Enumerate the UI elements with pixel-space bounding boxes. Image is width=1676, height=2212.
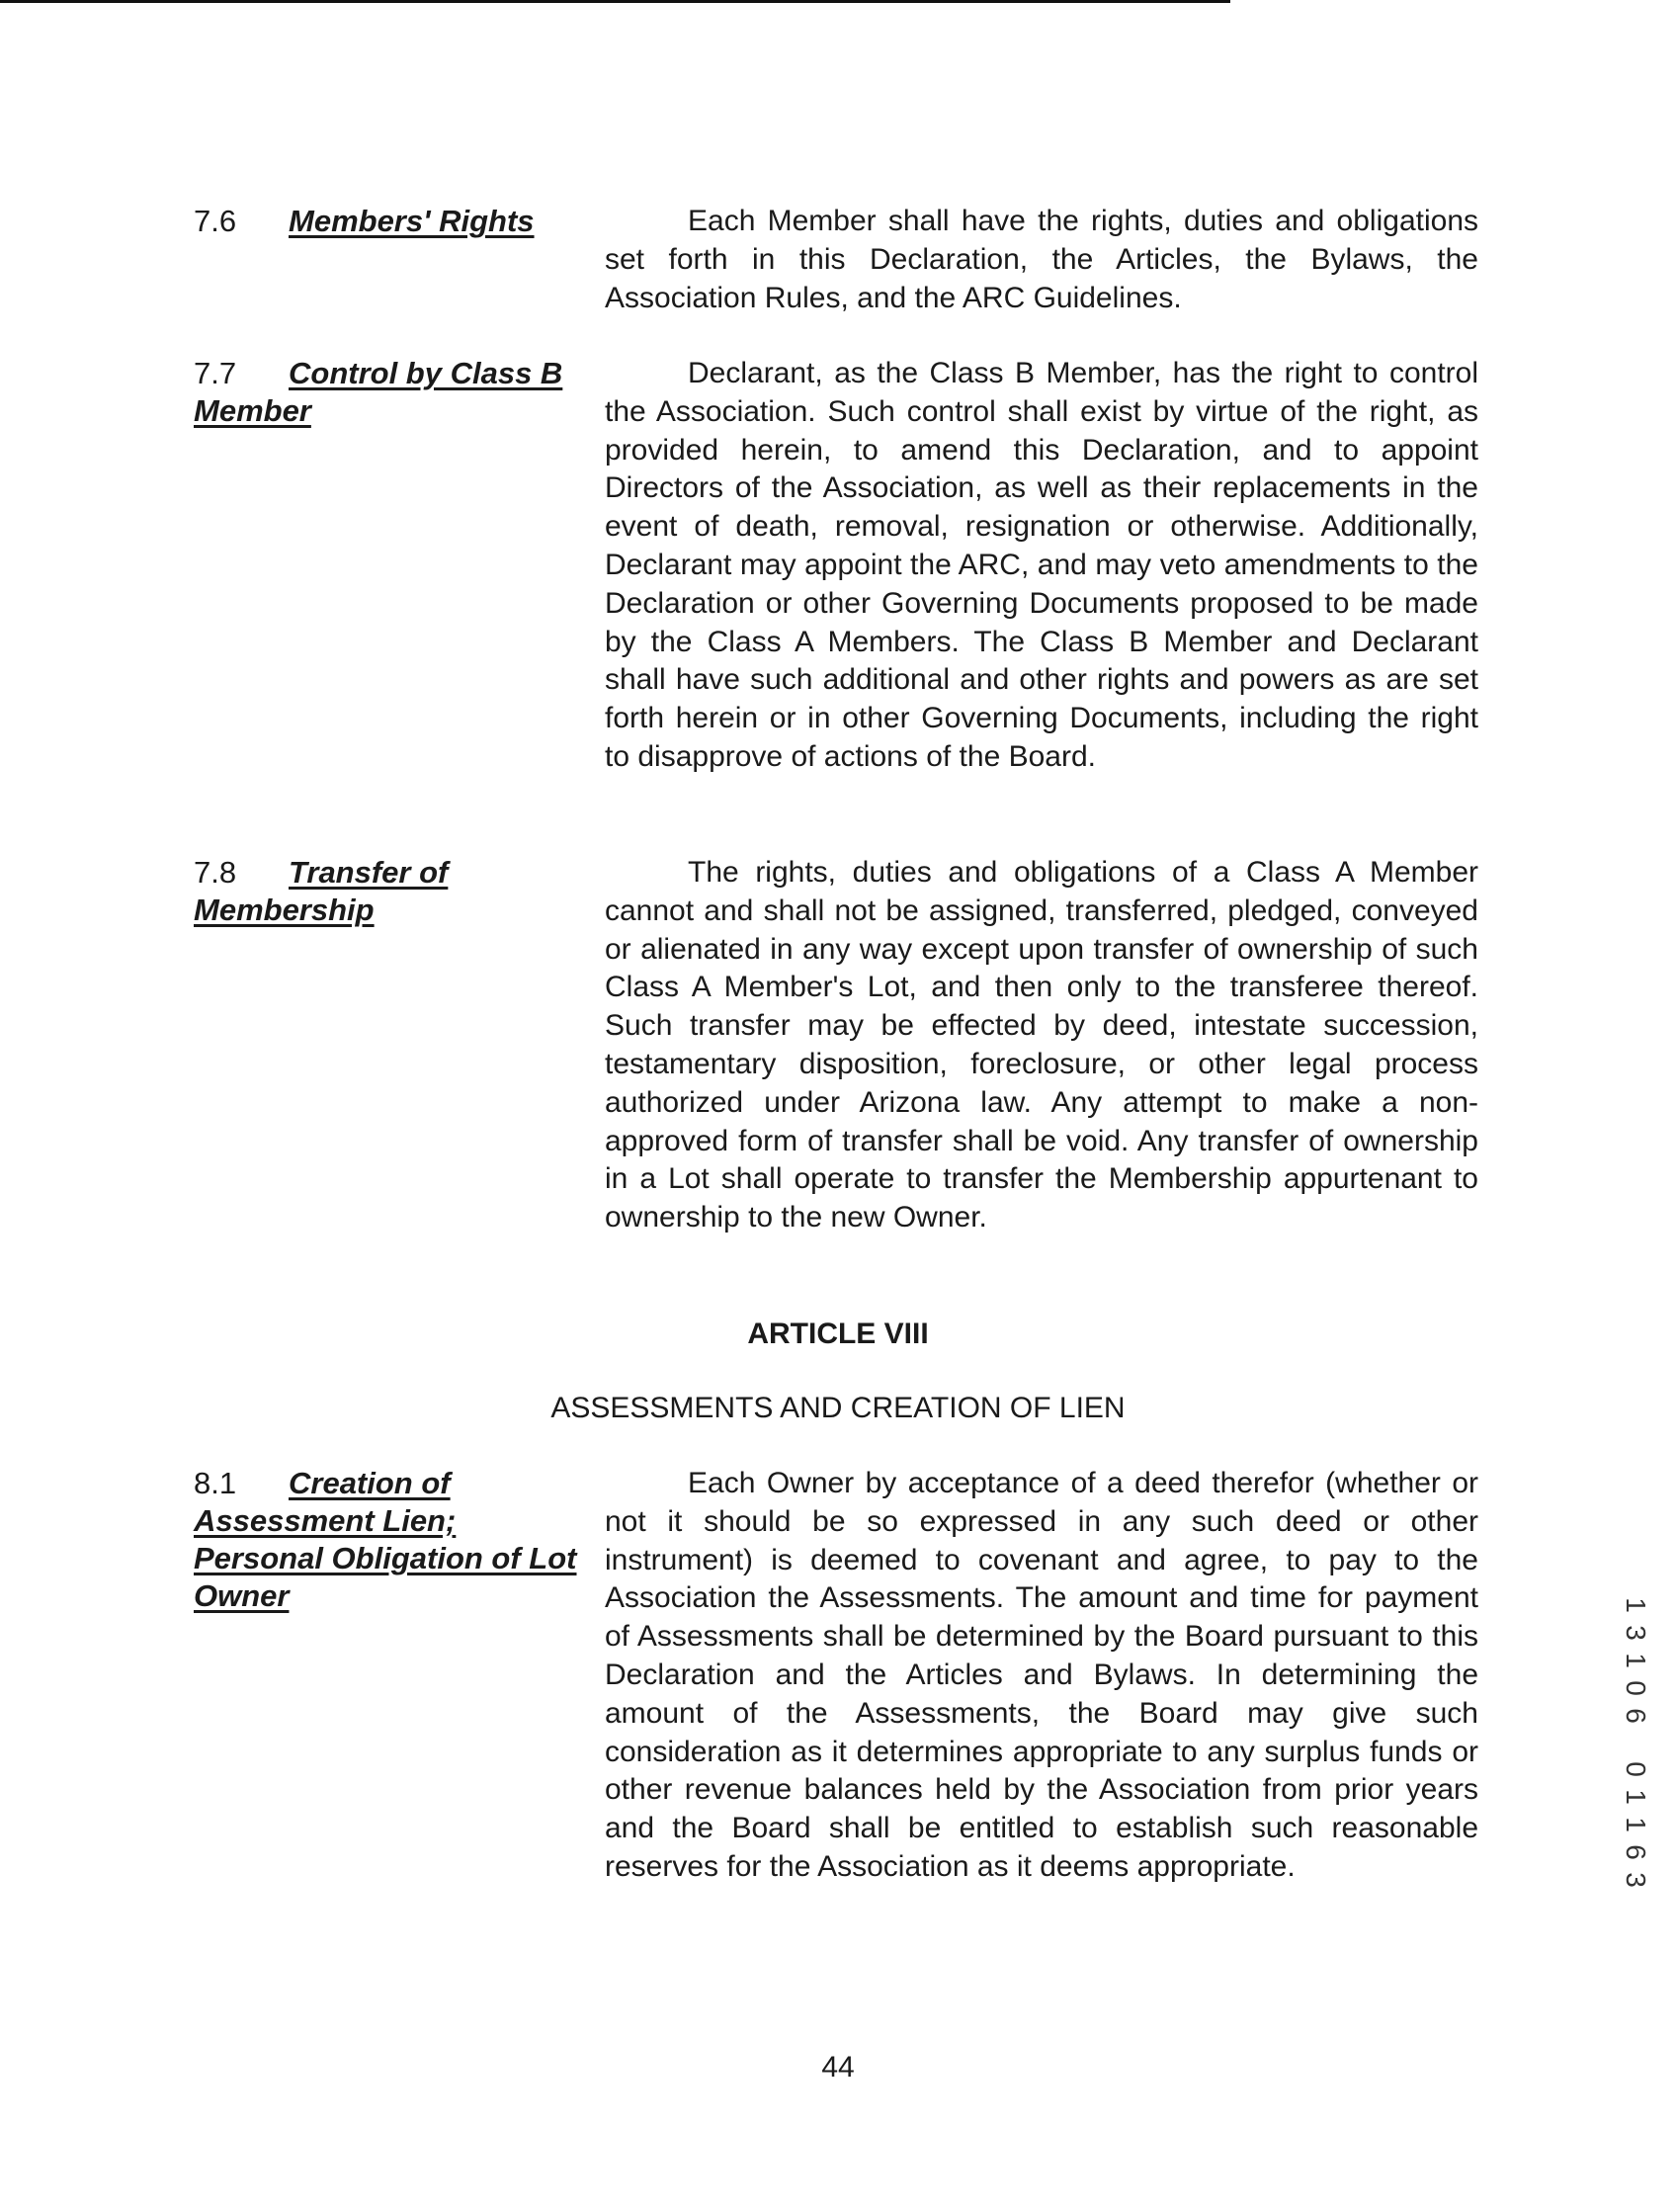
section-body: The rights, duties and obligations of a Class A Member cannot and shall not be assigned, transferred, pledged, conveyed or alienated in any way except upon transfer of ownership of such Class A Member's Lot, and then only to the transferee thereof. Such transfer may be effected by deed, intestate succession, testamentary disposition, foreclosure, or other legal process authorized under Arizona law. Any attempt to make a non-approved form of transfer shall be void. Any transfer of ownership in a Lot shall operate to transfer the Membership appurtenant to ownership to the new Owner.: [605, 856, 1478, 1234]
stamp-digit: 1: [1621, 1789, 1651, 1805]
section-body: Each Owner by acceptance of a deed therefor (whether or not it should be so expressed in any such deed or other instrument) is deemed to covenant and agree, to pay to the Association the Assessments. The amount and time for payment of Assessments shall be determined by the Board pursuant to this Declaration and the Articles and Bylaws. In determining the amount of the Assessments, the Board may give such consideration as it determines appropriate to any surplus funds or other revenue balances held by the Association from prior years and the Board shall be entitled to establish such reasonable reserves for the Association as it deems appropriate.: [605, 1467, 1478, 1883]
stamp-digit: 6: [1621, 1708, 1651, 1724]
stamp-digit: 3: [1621, 1872, 1651, 1888]
section-title: Control by Class B Member: [194, 356, 563, 428]
page-number: 44: [821, 2051, 855, 2084]
article-subheading: ASSESSMENTS AND CREATION OF LIEN: [550, 1392, 1126, 1424]
article-heading: ARTICLE VIII: [747, 1318, 929, 1350]
stamp-digit: 1: [1621, 1817, 1651, 1832]
section-number: 7.6: [194, 204, 237, 238]
section-body: Declarant, as the Class B Member, has the right to control the Association. Such control shall exist by virtue of the right, as provided herein, to amend this Declaration, and to appoint Directors of the Association, as well as their replacements in the event of death, removal, resignation or otherwise. Additionally, Declarant may appoint the ARC, and may veto amendments to the Declaration or other Governing Documents proposed to be made by the Class A Members. The Class B Member and Declarant shall have such additional and other rights and powers as are set forth herein or in other Governing Documents, including the right to disapprove of actions of the Board.: [605, 357, 1478, 773]
section-heading: [194, 203, 579, 240]
section-title: Transfer of Membership: [194, 855, 449, 927]
section-body: Each Member shall have the rights, duties and obligations set forth in this Declaration, the Articles, the Bylaws, the Association Rules, and the ARC Guidelines.: [605, 205, 1478, 314]
stamp-digit: 0: [1621, 1680, 1651, 1696]
section-title: Creation of Assessment Lien; Personal Obligation of Lot Owner: [194, 1466, 577, 1613]
top-border-line: [0, 0, 1230, 3]
section-heading: [194, 355, 579, 430]
section-number: 8.1: [194, 1466, 237, 1500]
recording-stamp: [1621, 1591, 1650, 1894]
stamp-digit: 6: [1621, 1844, 1651, 1860]
stamp-digit: 1: [1621, 1597, 1651, 1613]
recording-stamp-book: [1621, 1591, 1650, 1730]
section-title: Members' Rights: [289, 204, 535, 238]
section-heading: [194, 854, 579, 929]
section-number: 7.7: [194, 356, 237, 390]
stamp-digit: 0: [1621, 1761, 1651, 1777]
stamp-digit: 1: [1621, 1653, 1651, 1668]
section-number: 7.8: [194, 855, 237, 890]
section-heading: [194, 1465, 579, 1615]
stamp-digit: 3: [1621, 1625, 1651, 1641]
recording-stamp-page: [1621, 1755, 1650, 1894]
